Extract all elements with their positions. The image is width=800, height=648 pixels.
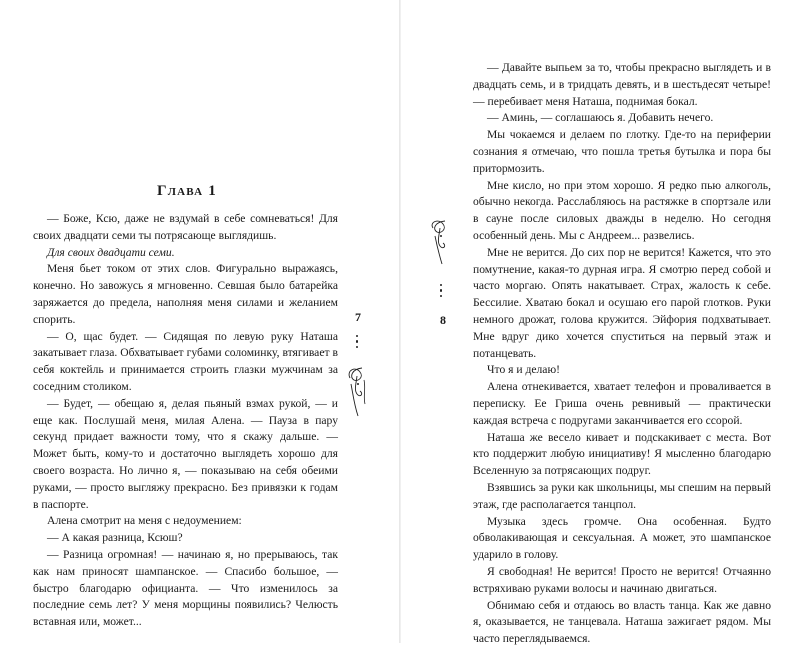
chapter-title: Глава 1 [157,183,217,199]
right-page-number: 8 [440,313,446,327]
paragraph: Для своих двадцати семи. [47,245,175,259]
face-sketch-icon [340,364,376,420]
left-page-text [33,211,338,631]
paragraph: Меня бьет током от этих слов. Фигурально выражаясь, конечно. Но завожусь я мгновенно. Севшая было батарейка заряжается до предела, наполняя меня силами и желанием спорить. [33,262,338,326]
paragraph: Алена отнекивается, хватает телефон и проваливается в переписку. Ее Гриша очень ревнивый — практически каждая встреча с подругами заканчивается его ссорой. [473,380,771,427]
paragraph: Я свободная! Не верится! Просто не верится! Отчаянно встряхиваю руками волосы и начинаю двигаться. [473,564,771,595]
right-page-text [473,60,771,648]
paragraph: Что я и делаю! [487,363,560,377]
paragraph: Мне кисло, но при этом хорошо. Я редко пью алкоголь, обычно некогда. Расслабляюсь на растяжке в спортзале или в сауне после силовых дважды в неделю. Но сегодня особенный день. Мы с Андреем... развелись. [473,178,771,242]
left-ornament-dots [354,335,360,351]
paragraph: — Будет, — обещаю я, делая пьяный взмах рукой, — и еще как. Послушай меня, милая Алена. — Пауза в пару секунд придает важности тому, что я скажу дальше. — Может быть, кому-то и достаточно выглядеть хорошо для своего возраста. Но лично я, — показываю на себя обеими руками, — просто выгляжу прекрасно. Без привязки к годам в паспорте. [33,396,338,511]
paragraph: Взявшись за руки как школьницы, мы спешим на первый этаж, где располагается танцпол. [473,480,771,511]
paragraph: Обнимаю себя и отдаюсь во власть танца. Как же давно я, оказывается, не танцевала. Наташа зажигает рядом. Мы часто переглядываемся. [473,598,771,646]
paragraph: — Разница огромная! — начинаю я, но прерываюсь, так как нам приносят шампанское. — Спасибо большое, — быстро благодарю официанта. — Что изменилось за последние семь лет? У меня морщины появились? Челюсть вставная или, может... [33,547,338,629]
paragraph: — Давайте выпьем за то, чтобы прекрасно выглядеть и в двадцать семь, и в тридцать девять, и в шестьдесят четыре! — перебивает меня Наташа, поднимая бокал. [473,61,771,108]
book-gutter [399,0,401,643]
paragraph: — Аминь, — соглашаюсь я. Добавить нечего. [487,111,714,125]
paragraph: Алена смотрит на меня с недоумением: [47,514,242,528]
left-page-number: 7 [355,310,361,324]
paragraph: Мне не верится. До сих пор не верится! Кажется, что это помутнение, какая-то дурная игра. Я смотрю перед собой и часто моргаю. Опять накатывает. Страх, жалость к себе. Бессилие. Хватаю бокал и осушаю его парой глотков. Руки немного дрожат, голова кружится. Эйфория подхватывает. Мне вдруг дико хочется спуститься на первый этаж и потанцевать. [473,245,771,360]
paragraph: Музыка здесь громче. Она особенная. Будто обволакивающая и сексуальная. А может, это шампанское ударило в голову. [473,514,771,562]
paragraph: — А какая разница, Ксюш? [47,531,183,545]
paragraph: — О, щас будет. — Сидящая по левую руку Наташа закатывает глаза. Обхватывает губами соломинку, втягивает в себя коктейль и принимается строить глазки мужчинам за соседним столиком. [33,329,338,393]
paragraph: Наташа же весело кивает и подскакивает с места. Вот кто поддержит любую инициативу! Я мысленно благодарю Вселенную за потрясающих подруг. [473,430,771,478]
right-ornament-dots [438,284,444,300]
paragraph: — Боже, Ксю, даже не вздумай в себе сомневаться! Для своих двадцати семи ты потрясающе выглядишь. [33,212,338,242]
paragraph: Мы чокаемся и делаем по глотку. Где-то на периферии сознания я отмечаю, что пошла третья бутылка и пора бы притормозить. [473,128,771,175]
face-sketch-icon [425,218,457,268]
